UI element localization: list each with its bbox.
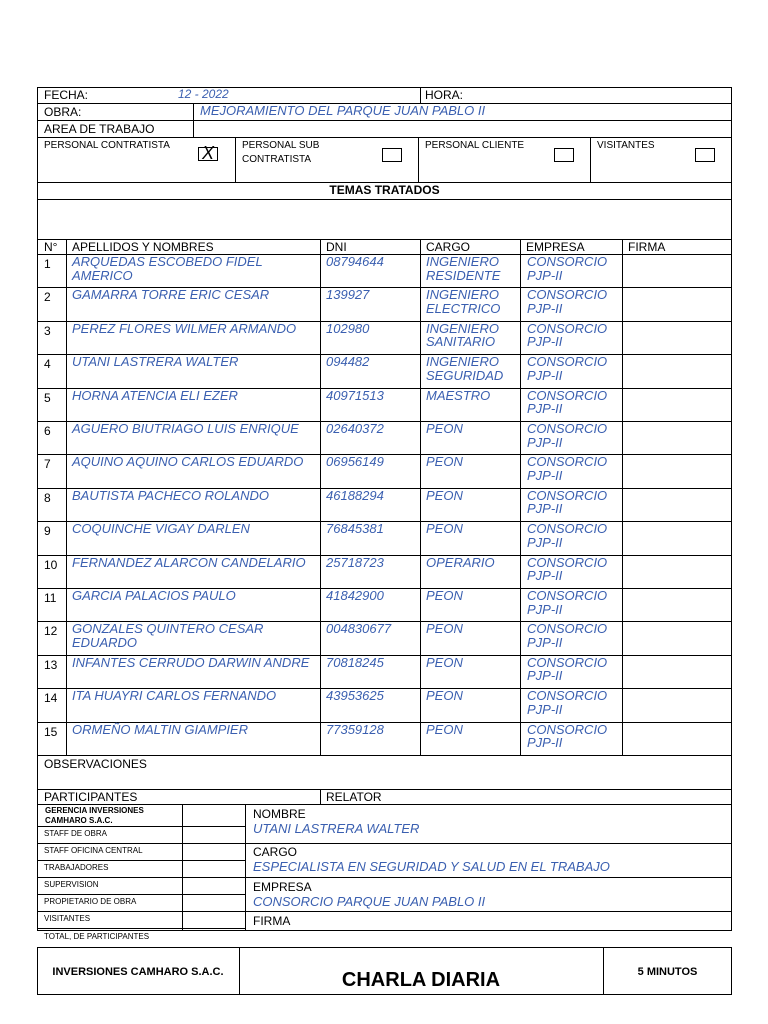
staff-oficina-label: STAFF OFICINA CENTRAL — [44, 846, 143, 855]
row-dni: 41842900 — [326, 588, 384, 603]
staff-obra-label: STAFF DE OBRA — [44, 829, 107, 838]
gerencia-label-2: CAMHARO S.A.C. — [45, 816, 113, 825]
hora-label: HORA: — [425, 88, 464, 102]
obra-value: MEJORAMIENTO DEL PARQUE JUAN PABLO II — [200, 103, 486, 118]
row-name-cont: AMERICO — [72, 268, 133, 283]
row-dni: 094482 — [326, 354, 370, 369]
personal-cliente-checkbox[interactable] — [554, 148, 574, 162]
row-number: 11 — [44, 591, 57, 605]
relator-firma-label: FIRMA — [253, 914, 291, 928]
row-dni: 08794644 — [326, 254, 384, 269]
relator-cargo-value: ESPECIALISTA EN SEGURIDAD Y SALUD EN EL TRABAJO — [253, 859, 610, 874]
row-name: ITA HUAYRI CARLOS FERNANDO — [72, 688, 277, 703]
row-cargo: MAESTRO — [426, 388, 491, 403]
row-cargo: PEON — [426, 655, 463, 670]
visitantes-checkbox[interactable] — [695, 148, 715, 162]
relator-nombre-label: NOMBRE — [253, 807, 306, 821]
row-name: INFANTES CERRUDO DARWIN ANDRE — [72, 655, 310, 670]
row-name: UTANI LASTRERA WALTER — [72, 354, 239, 369]
personal-sub-contratista-checkbox[interactable] — [382, 148, 402, 162]
col-cargo-header: CARGO — [426, 240, 471, 254]
row-cargo: PEON — [426, 621, 463, 636]
row-number: 4 — [44, 357, 51, 371]
row-dni: 76845381 — [326, 521, 384, 536]
row-number: 15 — [44, 725, 58, 739]
row-cargo-cont: SANITARIO — [426, 334, 496, 349]
row-number: 9 — [44, 524, 51, 538]
footer-title: CHARLA DIARIA — [341, 969, 501, 991]
row-number: 14 — [44, 691, 58, 705]
obra-label: OBRA: — [44, 105, 82, 119]
row-cargo: PEON — [426, 521, 463, 536]
row-dni: 02640372 — [326, 421, 384, 436]
supervision-label: SUPERVISION — [44, 880, 99, 889]
row-empresa: CONSORCIO — [527, 254, 608, 269]
col-num-header: N° — [44, 240, 58, 254]
row-dni: 004830677 — [326, 621, 392, 636]
row-empresa: CONSORCIO — [527, 722, 608, 737]
col-empresa-header: EMPRESA — [526, 240, 585, 254]
row-cargo: INGENIERO — [426, 354, 499, 369]
fecha-value: 12 - 2022 — [178, 87, 229, 101]
row-cargo: PEON — [426, 454, 463, 469]
row-name: FERNANDEZ ALARCON CANDELARIO — [72, 555, 306, 570]
row-empresa-cont: PJP-II — [527, 334, 563, 349]
row-empresa: CONSORCIO — [527, 421, 608, 436]
row-empresa-cont: PJP-II — [527, 535, 563, 550]
participantes-visitantes-label: VISITANTES — [44, 914, 91, 923]
row-cargo: PEON — [426, 421, 463, 436]
col-firma-header: FIRMA — [628, 240, 666, 254]
row-empresa: CONSORCIO — [527, 454, 608, 469]
row-empresa-cont: PJP-II — [527, 602, 563, 617]
col-dni-header: DNI — [326, 240, 347, 254]
row-name: ORMEÑO MALTIN GIAMPIER — [72, 722, 248, 737]
row-dni: 43953625 — [326, 688, 384, 703]
row-number: 6 — [44, 424, 51, 438]
row-dni: 77359128 — [326, 722, 384, 737]
relator-cargo-label: CARGO — [253, 845, 298, 859]
temas-tratados-title: TEMAS TRATADOS — [329, 183, 440, 197]
row-name: BAUTISTA PACHECO ROLANDO — [72, 488, 269, 503]
row-cargo: PEON — [426, 688, 463, 703]
row-name: ARQUEDAS ESCOBEDO FIDEL — [72, 254, 263, 269]
row-cargo: INGENIERO — [426, 321, 499, 336]
trabajadores-label: TRABAJADORES — [44, 863, 109, 872]
personal-sub-label-1: PERSONAL SUB — [242, 140, 320, 151]
gerencia-label-1: GERENCIA INVERSIONES — [45, 806, 144, 815]
row-dni: 46188294 — [326, 488, 384, 503]
relator-empresa-label: EMPRESA — [253, 880, 312, 894]
row-cargo-cont: SEGURIDAD — [426, 368, 504, 383]
observaciones-label: OBSERVACIONES — [44, 757, 147, 771]
row-name: HORNA ATENCIA ELI EZER — [72, 388, 238, 403]
area-trabajo-label: AREA DE TRABAJO — [44, 122, 155, 136]
row-empresa-cont: PJP-II — [527, 635, 563, 650]
row-empresa-cont: PJP-II — [527, 568, 563, 583]
row-empresa: CONSORCIO — [527, 521, 608, 536]
relator-label: RELATOR — [326, 790, 382, 804]
row-empresa-cont: PJP-II — [527, 435, 563, 450]
row-empresa-cont: PJP-II — [527, 268, 563, 283]
visitantes-label: VISITANTES — [597, 140, 655, 151]
row-empresa: CONSORCIO — [527, 688, 608, 703]
row-name: AQUINO AQUINO CARLOS EDUARDO — [72, 454, 304, 469]
row-dni: 70818245 — [326, 655, 384, 670]
propietario-label: PROPIETARIO DE OBRA — [44, 897, 137, 906]
row-number: 12 — [44, 624, 58, 638]
row-empresa: CONSORCIO — [527, 555, 608, 570]
footer-duration: 5 MINUTOS — [637, 966, 698, 978]
row-dni: 06956149 — [326, 454, 384, 469]
row-cargo: PEON — [426, 722, 463, 737]
row-cargo: PEON — [426, 488, 463, 503]
row-empresa: CONSORCIO — [527, 488, 608, 503]
personal-cliente-label: PERSONAL CLIENTE — [425, 140, 525, 151]
row-number: 5 — [44, 391, 51, 405]
row-name: PEREZ FLORES WILMER ARMANDO — [72, 321, 297, 336]
row-dni: 102980 — [326, 321, 370, 336]
row-number: 1 — [44, 257, 51, 271]
row-empresa-cont: PJP-II — [527, 368, 563, 383]
row-cargo: PEON — [426, 588, 463, 603]
row-name-cont: EDUARDO — [72, 635, 138, 650]
row-empresa-cont: PJP-II — [527, 501, 563, 516]
footer-company: INVERSIONES CAMHARO S.A.C. — [52, 966, 224, 978]
row-empresa-cont: PJP-II — [527, 301, 563, 316]
row-name: GAMARRA TORRE ERIC CESAR — [72, 287, 270, 302]
row-empresa-cont: PJP-II — [527, 401, 563, 416]
row-empresa: CONSORCIO — [527, 588, 608, 603]
row-cargo: INGENIERO — [426, 254, 499, 269]
row-name: GARCIA PALACIOS PAULO — [72, 588, 236, 603]
row-number: 7 — [44, 457, 51, 471]
row-number: 10 — [44, 558, 58, 572]
row-empresa: CONSORCIO — [527, 621, 608, 636]
fecha-label: FECHA: — [44, 88, 89, 102]
row-empresa: CONSORCIO — [527, 655, 608, 670]
row-cargo-cont: ELECTRICO — [426, 301, 501, 316]
check-mark: X — [202, 143, 215, 163]
row-empresa-cont: PJP-II — [527, 468, 563, 483]
personal-contratista-checkbox[interactable] — [198, 143, 218, 163]
row-number: 2 — [44, 290, 51, 304]
personal-contratista-label: PERSONAL CONTRATISTA — [44, 140, 170, 151]
relator-nombre-value: UTANI LASTRERA WALTER — [253, 821, 420, 836]
row-name: GONZALES QUINTERO CESAR — [72, 621, 264, 636]
row-empresa-cont: PJP-II — [527, 702, 563, 717]
total-participantes-label: TOTAL, DE PARTICIPANTES — [44, 932, 150, 941]
row-number: 8 — [44, 491, 51, 505]
relator-empresa-value: CONSORCIO PARQUE JUAN PABLO II — [253, 894, 486, 909]
row-number: 3 — [44, 324, 51, 338]
row-empresa-cont: PJP-II — [527, 668, 563, 683]
row-empresa-cont: PJP-II — [527, 735, 563, 750]
row-empresa: CONSORCIO — [527, 388, 608, 403]
col-nombres-header: APELLIDOS Y NOMBRES — [72, 240, 214, 254]
row-cargo-cont: RESIDENTE — [426, 268, 501, 283]
row-dni: 40971513 — [326, 388, 384, 403]
row-empresa: CONSORCIO — [527, 321, 608, 336]
row-cargo: OPERARIO — [426, 555, 495, 570]
row-dni: 139927 — [326, 287, 370, 302]
row-empresa: CONSORCIO — [527, 354, 608, 369]
row-dni: 25718723 — [326, 555, 384, 570]
row-name: AGUERO BIUTRIAGO LUIS ENRIQUE — [72, 421, 299, 436]
row-number: 13 — [44, 658, 58, 672]
row-cargo: INGENIERO — [426, 287, 499, 302]
row-empresa: CONSORCIO — [527, 287, 608, 302]
participantes-label: PARTICIPANTES — [44, 790, 138, 804]
personal-sub-label-2: CONTRATISTA — [242, 154, 312, 165]
row-name: COQUINCHE VIGAY DARLEN — [72, 521, 250, 536]
